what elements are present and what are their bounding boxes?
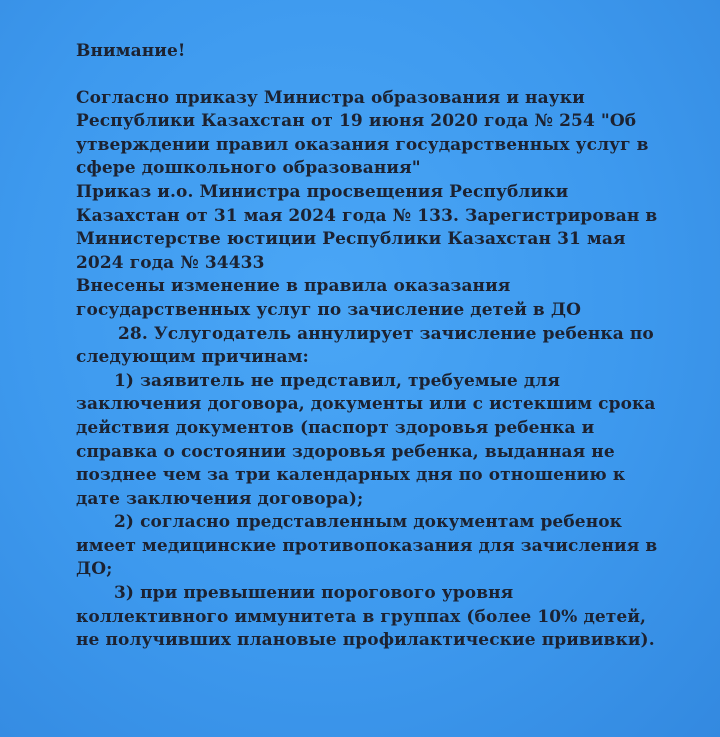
text-line: 28. Услугодатель аннулирует зачисление ребенка по [118,323,654,344]
text-line: имеет медицинские противопоказания для зачисления в [76,535,658,556]
order-reference-paragraph [76,87,690,181]
text-line: не получивших плановые профилактические прививки). [76,630,655,651]
text-line: ДО; [76,559,113,580]
text-line: коллективного иммунитета в группах (более 10% детей, [76,606,647,627]
notice-title: Внимание! [76,41,186,61]
text-line: Республики Казахстан от 19 июня 2020 года № 254 "Об [76,111,637,132]
text-line: Казахстан от 31 мая 2024 года № 133. Зарегистрирован в [76,205,658,226]
text-line: дате заключения договора); [76,488,364,509]
clause-28 [76,323,690,370]
text-line: позднее чем за три календарных дня по отношению к [76,465,626,486]
text-line: заключения договора, документы или с истекшим срока [76,394,656,415]
reason-1 [76,370,690,512]
text-line: 2024 года № 34433 [76,252,265,273]
changes-paragraph [76,275,690,322]
text-line: справка о состоянии здоровья ребенка, выданная не [76,441,615,462]
text-line: Приказ и.о. Министра просвещения Республики [76,181,569,202]
text-line: Внесены изменение в правила оказазания [76,276,511,297]
text-line: следующим причинам: [76,347,309,368]
amending-order-paragraph [76,181,690,275]
text-line: Министерстве юстиции Республики Казахстан 31 мая [76,229,626,250]
text-line: сфере дошкольного образования" [76,158,421,179]
text-line: действия документов (паспорт здоровья ребенка и [76,417,595,438]
text-line: утверждении правил оказания государственных услуг в [76,134,649,155]
text-line: государственных услуг по зачисление детей в ДО [76,299,581,320]
text-line: 2) согласно представленным документам ребенок [114,512,623,533]
reason-2 [76,511,690,582]
text-line: 1) заявитель не представил, требуемые для [114,370,561,391]
reason-3 [76,582,690,653]
text-line: Согласно приказу Министра образования и науки [76,87,585,108]
text-line: 3) при превышении порогового уровня [114,583,514,604]
